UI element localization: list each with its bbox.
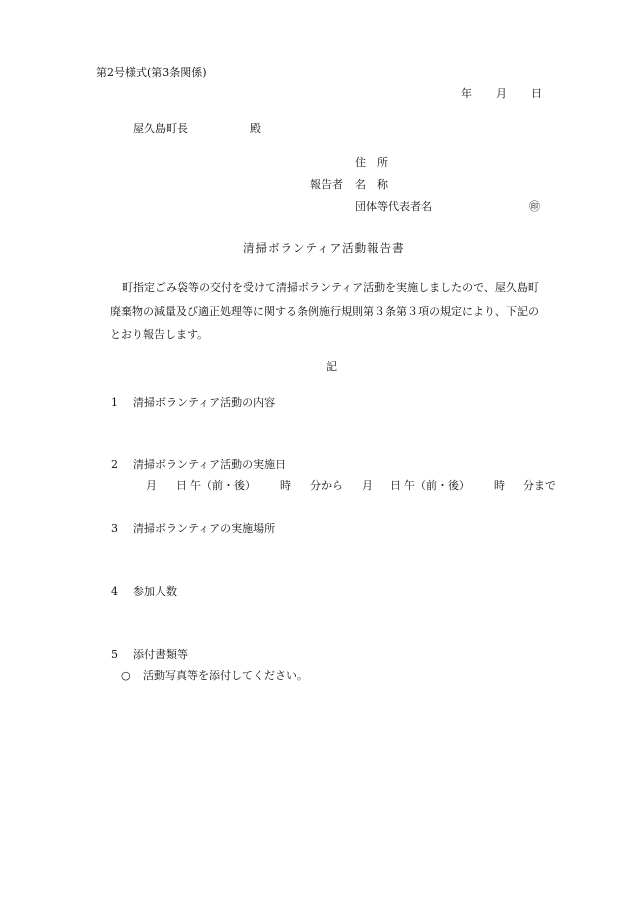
reporter-representative-label: 団体等代表者名 (355, 200, 432, 213)
reporter-label: 報告者 (310, 178, 343, 191)
date-day-label: 日 (531, 87, 542, 100)
reporter-name-label: 名 称 (355, 178, 388, 191)
body-line-3: とおり報告します。 (110, 328, 209, 341)
schedule-minute-from: 分から (310, 479, 343, 492)
schedule-month-to: 月 (362, 479, 373, 492)
item2-number: 2 (111, 458, 118, 471)
item5-label: 添付書類等 (133, 648, 188, 661)
schedule-ampm-from: 午（前・後） (190, 479, 256, 492)
body-line-1: 町指定ごみ袋等の交付を受けて清掃ボランティア活動を実施しましたので、屋久島町 (122, 281, 539, 294)
schedule-day-to: 日 (390, 479, 401, 492)
item1-number: 1 (111, 396, 118, 409)
date-month-label: 月 (496, 87, 507, 100)
addressee-name: 屋久島町長 (133, 122, 188, 135)
seal-mark: ㊞ (529, 200, 540, 213)
document-title: 清掃ボランティア活動報告書 (243, 241, 405, 255)
date-year-label: 年 (461, 87, 472, 100)
item3-number: 3 (111, 522, 118, 535)
item4-number: 4 (111, 585, 118, 598)
schedule-month-from: 月 (146, 479, 157, 492)
schedule-day-from: 日 (176, 479, 187, 492)
schedule-hour-from: 時 (280, 479, 291, 492)
schedule-minute-to: 分まで (523, 479, 556, 492)
item5-note-bullet: ○ (121, 669, 131, 682)
item2-label: 清掃ボランティア活動の実施日 (133, 458, 287, 471)
form-number: 第2号様式(第3条関係) (96, 66, 207, 79)
item1-label: 清掃ボランティア活動の内容 (133, 396, 276, 409)
item5-note: 活動写真等を添付してください。 (143, 669, 308, 682)
addressee-honorific: 殿 (250, 122, 261, 135)
schedule-ampm-to: 午（前・後） (404, 479, 470, 492)
item3-label: 清掃ボランティアの実施場所 (133, 522, 276, 535)
item5-number: 5 (111, 648, 118, 661)
schedule-hour-to: 時 (494, 479, 505, 492)
body-line-2: 廃棄物の減量及び適正処理等に関する条例施行規則第３条第３項の規定により、下記の (110, 305, 539, 318)
ki-label: 記 (326, 360, 337, 373)
reporter-address-label: 住 所 (355, 156, 388, 169)
item4-label: 参加人数 (133, 585, 177, 598)
